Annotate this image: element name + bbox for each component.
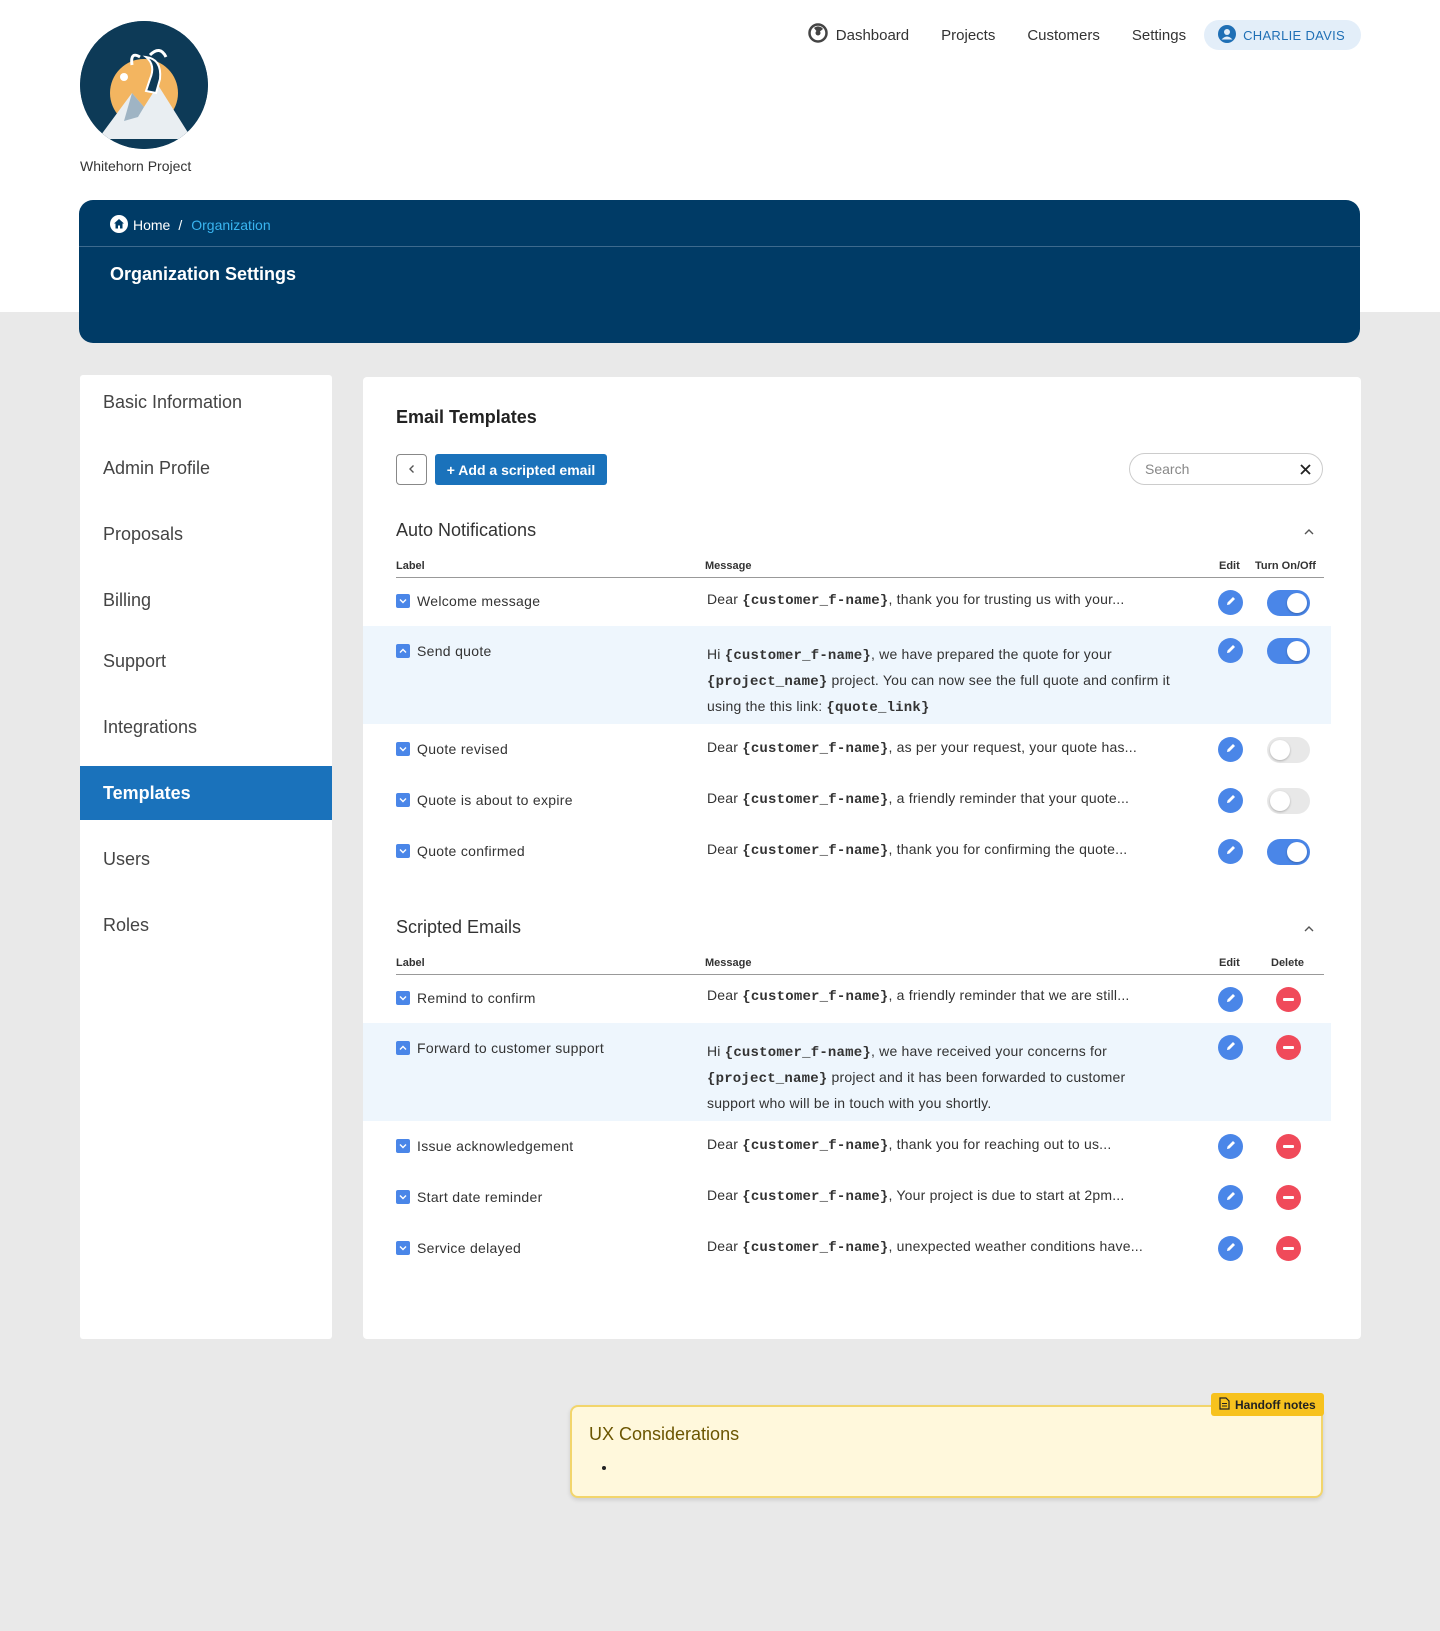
nav-settings[interactable]: Settings	[1131, 26, 1187, 44]
message-variable: {customer_f-name}	[742, 1240, 889, 1256]
message-variable: {customer_f-name}	[742, 593, 889, 609]
row-label-text: Welcome message	[417, 593, 541, 609]
row-label	[396, 593, 540, 609]
message-text: Dear	[707, 790, 743, 806]
edit-button[interactable]	[1218, 987, 1243, 1012]
minus-icon	[1283, 998, 1294, 1001]
breadcrumb-home-label: Home	[133, 217, 171, 233]
edit-button[interactable]	[1218, 1035, 1243, 1060]
message-variable: {customer_f-name}	[742, 792, 889, 808]
auto-notifications-title: Auto Notifications	[396, 520, 537, 540]
handoff-notes-badge	[1211, 1393, 1324, 1416]
pencil-icon	[1225, 991, 1237, 1009]
message-text: Dear	[707, 1187, 743, 1203]
top-navigation	[808, 20, 1361, 50]
ux-notes-card	[570, 1405, 1323, 1498]
minus-icon	[1283, 1247, 1294, 1250]
message-text: , thank you for trusting us with your...	[888, 591, 1125, 607]
toggle-knob	[1270, 791, 1290, 811]
toggle-knob	[1287, 641, 1307, 661]
breadcrumb-home[interactable]	[110, 215, 170, 236]
column-header-message: Message	[705, 957, 752, 969]
table-row[interactable]	[363, 775, 1331, 826]
user-circle-icon	[1218, 25, 1236, 46]
message-text: , thank you for reaching out to us...	[888, 1136, 1112, 1152]
toggle-knob	[1270, 740, 1290, 760]
scripted-emails-title: Scripted Emails	[396, 917, 522, 937]
toggle-knob	[1287, 842, 1307, 862]
row-message	[707, 1183, 1172, 1209]
row-label-text: Quote is about to expire	[417, 792, 573, 808]
nav-dashboard-label: Dashboard	[835, 26, 910, 44]
row-label	[396, 1138, 574, 1154]
edit-button[interactable]	[1218, 788, 1243, 813]
nav-customers[interactable]: Customers	[1027, 26, 1100, 44]
sidebar-item-admin-profile[interactable]: Admin Profile	[103, 457, 211, 478]
table-row[interactable]	[363, 1121, 1331, 1172]
row-label-text: Service delayed	[417, 1240, 522, 1256]
handoff-notes-label: Handoff notes	[1235, 1397, 1316, 1412]
sidebar-item-support[interactable]: Support	[103, 650, 167, 671]
toggle-switch[interactable]	[1267, 839, 1310, 865]
row-label	[396, 741, 508, 757]
chevron-up-icon[interactable]	[396, 644, 410, 658]
chevron-down-icon[interactable]	[396, 793, 410, 807]
table-row[interactable]	[363, 724, 1331, 775]
message-text: project. You can now see the full quote and confirm it using the this link:	[707, 672, 1170, 714]
row-label-text: Start date reminder	[417, 1189, 543, 1205]
message-text: , we have prepared the quote for your	[870, 646, 1112, 662]
nav-dashboard[interactable]	[808, 23, 909, 47]
panel-title: Email Templates	[396, 407, 537, 427]
breadcrumb-separator: /	[178, 217, 183, 233]
dashboard-icon	[808, 23, 828, 47]
message-text: , a friendly reminder that your quote...	[888, 790, 1130, 806]
pencil-icon	[1225, 1189, 1237, 1207]
row-label	[396, 792, 573, 808]
chevron-left-icon	[407, 461, 417, 479]
message-variable: {customer_f-name}	[742, 1138, 889, 1154]
message-variable: {customer_f-name}	[724, 648, 871, 664]
column-header-label: Label	[396, 560, 425, 572]
document-icon	[1219, 1397, 1230, 1413]
message-variable: {customer_f-name}	[724, 1045, 871, 1061]
user-name: CHARLIE DAVIS	[1243, 27, 1345, 43]
email-templates-panel	[363, 377, 1361, 1339]
table-row[interactable]	[363, 1023, 1331, 1121]
message-text: Dear	[707, 841, 743, 857]
add-scripted-email-button[interactable]: + Add a scripted email	[435, 454, 607, 485]
back-button[interactable]	[396, 454, 427, 485]
message-variable: {project_name}	[707, 1071, 828, 1087]
message-variable: {customer_f-name}	[742, 1189, 889, 1205]
pencil-icon	[1225, 1240, 1237, 1258]
close-icon[interactable]	[1298, 462, 1312, 476]
row-label	[396, 843, 525, 859]
table-row[interactable]	[363, 1172, 1331, 1223]
chevron-down-icon[interactable]	[396, 844, 410, 858]
edit-button[interactable]	[1218, 638, 1243, 663]
row-label	[396, 990, 536, 1006]
row-message	[707, 642, 1172, 720]
message-text: Hi	[707, 1043, 725, 1059]
message-text: , as per your request, your quote has...	[888, 739, 1137, 755]
column-header-message: Message	[705, 560, 752, 572]
delete-button[interactable]	[1276, 987, 1301, 1012]
message-text: , a friendly reminder that we are still...	[888, 987, 1130, 1003]
message-text: project and it has been forwarded to customer support who will be in touch with you shortly.	[707, 1069, 1126, 1111]
row-label-text: Issue acknowledgement	[417, 1138, 574, 1154]
toggle-switch[interactable]	[1267, 737, 1310, 763]
sidebar-item-roles[interactable]: Roles	[103, 914, 150, 935]
pencil-icon	[1225, 1138, 1237, 1156]
message-text: Dear	[707, 591, 743, 607]
pencil-icon	[1225, 843, 1237, 861]
row-label-text: Remind to confirm	[417, 990, 536, 1006]
message-variable: {customer_f-name}	[742, 741, 889, 757]
edit-button[interactable]	[1218, 1134, 1243, 1159]
message-variable: {customer_f-name}	[742, 989, 889, 1005]
column-header-label: Label	[396, 957, 425, 969]
message-text: Dear	[707, 987, 743, 1003]
message-text: Dear	[707, 739, 743, 755]
row-message	[707, 1039, 1172, 1115]
row-label	[396, 1189, 543, 1205]
chevron-down-icon[interactable]	[396, 1139, 410, 1153]
column-header-edit: Edit	[1219, 560, 1240, 572]
banner-divider	[79, 246, 1360, 247]
minus-icon	[1283, 1196, 1294, 1199]
chevron-up-icon[interactable]	[1303, 525, 1315, 537]
search-box	[1129, 453, 1323, 485]
toggle-switch[interactable]	[1267, 638, 1310, 664]
chevron-down-icon[interactable]	[396, 991, 410, 1005]
sidebar-item-users[interactable]: Users	[103, 848, 151, 869]
pencil-icon	[1225, 741, 1237, 759]
message-text: Hi	[707, 646, 725, 662]
table-row[interactable]	[363, 826, 1331, 877]
pencil-icon	[1225, 1039, 1237, 1057]
page-header-banner	[79, 200, 1360, 343]
delete-button[interactable]	[1276, 1236, 1301, 1261]
toggle-knob	[1287, 593, 1307, 613]
message-text: , thank you for confirming the quote...	[888, 841, 1128, 857]
row-label-text: Forward to customer support	[417, 1040, 605, 1056]
pencil-icon	[1225, 642, 1237, 660]
brand-name: Whitehorn Project	[80, 158, 192, 174]
row-label-text: Send quote	[417, 643, 492, 659]
message-text: , we have received your concerns for	[870, 1043, 1107, 1059]
row-label-text: Quote revised	[417, 741, 509, 757]
row-message	[707, 1132, 1172, 1158]
sidebar-item-basic-information[interactable]: Basic Information	[103, 391, 243, 412]
row-message	[707, 786, 1172, 812]
row-message	[707, 1234, 1172, 1260]
row-label	[396, 643, 492, 659]
chevron-down-icon[interactable]	[396, 742, 410, 756]
search-input[interactable]	[1145, 461, 1285, 477]
home-icon	[110, 215, 128, 236]
breadcrumb-current[interactable]: Organization	[191, 217, 271, 233]
user-menu-button[interactable]	[1204, 20, 1361, 50]
settings-sidebar	[80, 375, 332, 1339]
column-header-delete: Delete	[1271, 957, 1305, 969]
row-message	[707, 587, 1172, 613]
delete-button[interactable]	[1276, 1185, 1301, 1210]
edit-button[interactable]	[1218, 1236, 1243, 1261]
column-header-edit: Edit	[1219, 957, 1240, 969]
row-label	[396, 1040, 604, 1056]
table-row[interactable]	[363, 975, 1331, 1023]
row-message	[707, 735, 1172, 761]
minus-icon	[1283, 1046, 1294, 1049]
sidebar-item-integrations[interactable]: Integrations	[103, 716, 198, 737]
sidebar-item-templates[interactable]: Templates	[80, 766, 332, 820]
table-row[interactable]	[363, 578, 1331, 626]
column-header-toggle: Turn On/Off	[1255, 560, 1316, 572]
row-message	[707, 837, 1172, 863]
nav-projects[interactable]: Projects	[941, 26, 996, 44]
message-variable: {customer_f-name}	[742, 843, 889, 859]
row-label-text: Quote confirmed	[417, 843, 525, 859]
pencil-icon	[1225, 594, 1237, 612]
message-text: , unexpected weather conditions have...	[888, 1238, 1143, 1254]
edit-button[interactable]	[1218, 590, 1243, 615]
breadcrumb	[110, 216, 271, 234]
sidebar-item-proposals[interactable]: Proposals	[103, 523, 184, 544]
delete-button[interactable]	[1276, 1134, 1301, 1159]
chevron-up-icon[interactable]	[1303, 922, 1315, 934]
edit-button[interactable]	[1218, 737, 1243, 762]
pencil-icon	[1225, 792, 1237, 810]
chevron-down-icon[interactable]	[396, 1241, 410, 1255]
row-label	[396, 1240, 521, 1256]
message-text: Dear	[707, 1136, 743, 1152]
message-text: Dear	[707, 1238, 743, 1254]
table-row[interactable]	[363, 1223, 1331, 1274]
chevron-down-icon[interactable]	[396, 1190, 410, 1204]
minus-icon	[1283, 1145, 1294, 1148]
edit-button[interactable]	[1218, 839, 1243, 864]
message-text: , Your project is due to start at 2pm...	[888, 1187, 1125, 1203]
notes-title: UX Considerations	[589, 1424, 740, 1444]
edit-button[interactable]	[1218, 1185, 1243, 1210]
chevron-up-icon[interactable]	[396, 1041, 410, 1055]
sidebar-item-billing[interactable]: Billing	[103, 589, 152, 610]
page-title: Organization Settings	[110, 264, 297, 284]
message-variable: {project_name}	[707, 674, 828, 690]
table-row[interactable]	[363, 626, 1331, 724]
row-message	[707, 983, 1172, 1009]
toggle-switch[interactable]	[1267, 788, 1310, 814]
chevron-down-icon[interactable]	[396, 594, 410, 608]
toggle-switch[interactable]	[1267, 590, 1310, 616]
message-variable: {quote_link}	[826, 700, 930, 716]
delete-button[interactable]	[1276, 1035, 1301, 1060]
brand-logo[interactable]	[80, 21, 208, 149]
